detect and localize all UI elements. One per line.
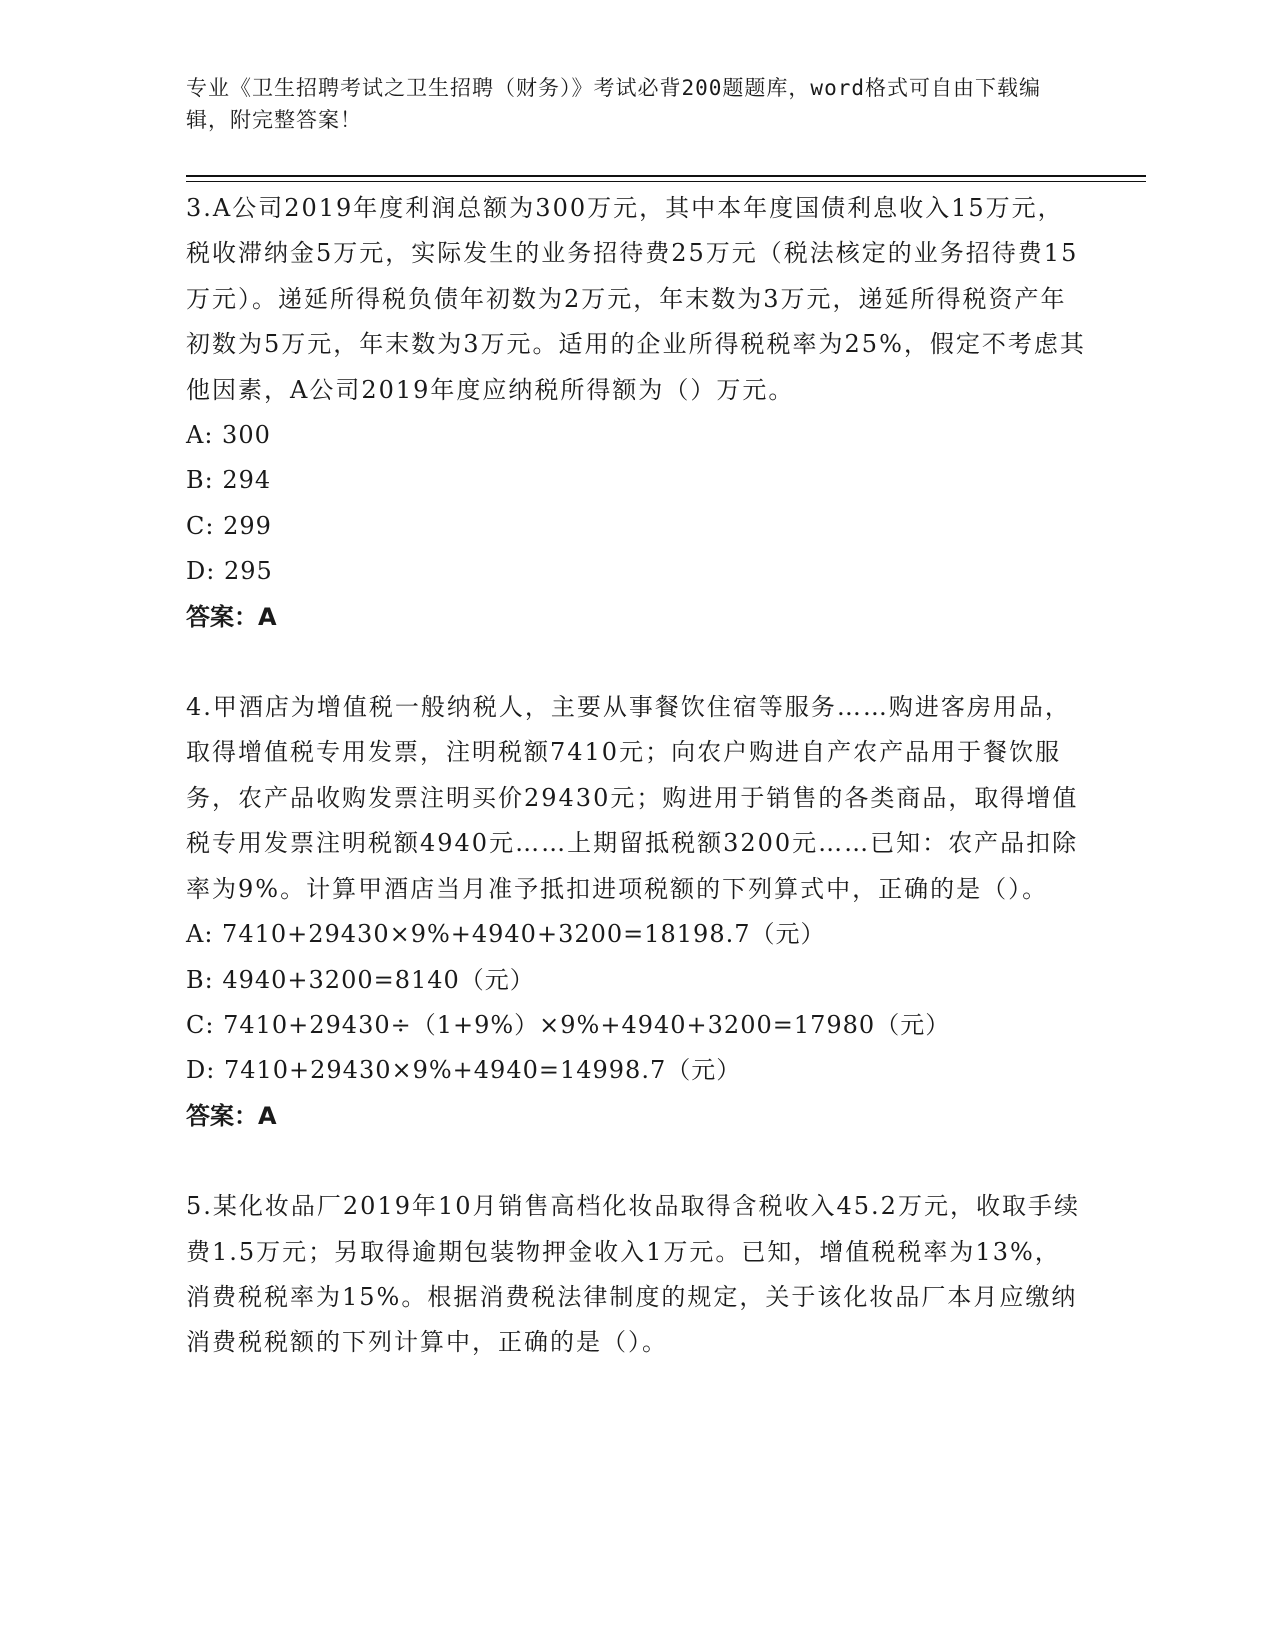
header-divider-thick	[186, 175, 1146, 177]
document-header-title: 专业《卫生招聘考试之卫生招聘（财务）》考试必背200题题库，word格式可自由下载编辑，附完整答案！	[186, 76, 1041, 132]
option-d: D: 295	[186, 557, 273, 586]
option-a: A: 300	[186, 421, 271, 450]
question-4	[186, 685, 1086, 1139]
answer-line: 答案：A	[186, 1101, 277, 1130]
question-spacer	[186, 1139, 1086, 1184]
option-c: C: 299	[186, 511, 272, 540]
header-divider-thin	[186, 181, 1146, 182]
answer-line: 答案：A	[186, 602, 277, 631]
question-list	[186, 186, 1086, 1366]
option-b: B: 4940+3200=8140（元）	[186, 965, 535, 994]
option-c: C: 7410+29430÷（1+9%）×9%+4940+3200=17980（元）	[186, 1010, 951, 1039]
question-stem: 4.甲酒店为增值税一般纳税人，主要从事餐饮住宿等服务……购进客房用品，取得增值税专用发票，注明税额7410元；向农户购进自产农产品用于餐饮服务，农产品收购发票注明买价29430元；购进用于销售的各类商品，取得增值税专用发票注明税额4940元……上期留抵税额3200元……已知：农产品扣除率为9%。计算甲酒店当月准予抵扣进项税额的下列算式中，正确的是（）。	[186, 693, 1079, 903]
question-3	[186, 186, 1086, 640]
question-spacer	[186, 640, 1086, 685]
question-stem: 3.A公司2019年度利润总额为300万元，其中本年度国债利息收入15万元，税收滞纳金5万元，实际发生的业务招待费25万元（税法核定的业务招待费15万元）。递延所得税负债年初数为2万元，年末数为3万元，递延所得税资产年初数为5万元，年末数为3万元。适用的企业所得税税率为25%，假定不考虑其他因素，A公司2019年度应纳税所得额为（）万元。	[186, 194, 1086, 404]
option-b: B: 294	[186, 466, 272, 495]
option-d: D: 7410+29430×9%+4940=14998.7（元）	[186, 1056, 742, 1085]
option-a: A: 7410+29430×9%+4940+3200=18198.7（元）	[186, 920, 826, 949]
question-stem: 5.某化妆品厂2019年10月销售高档化妆品取得含税收入45.2万元，收取手续费1.5万元；另取得逾期包装物押金收入1万元。已知，增值税税率为13%，消费税税率为15%。根据消费税法律制度的规定，关于该化妆品厂本月应缴纳消费税税额的下列计算中，正确的是（）。	[186, 1192, 1080, 1357]
question-5	[186, 1184, 1086, 1366]
